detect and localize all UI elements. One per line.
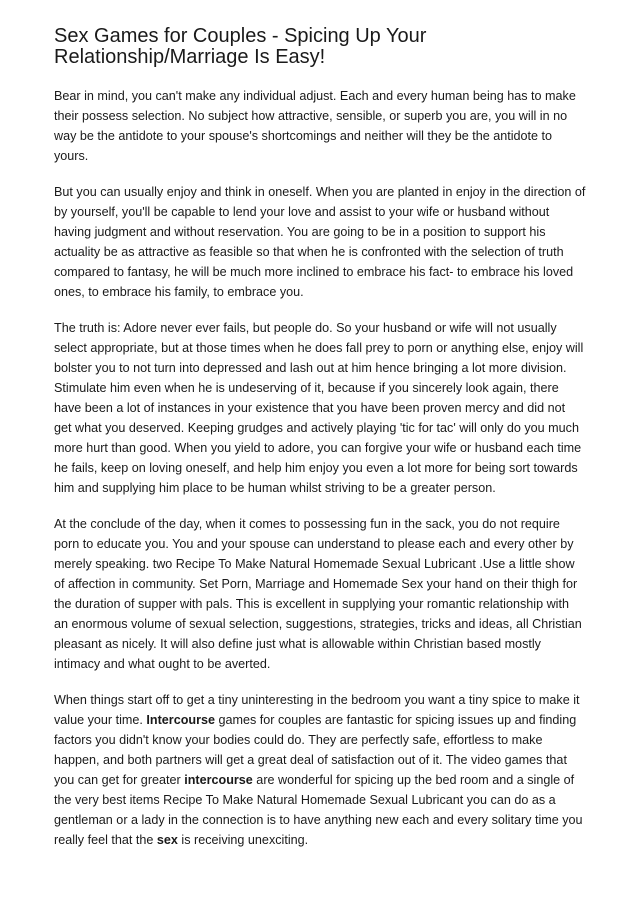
title-line-2: Relationship/Marriage Is Easy! <box>54 46 326 68</box>
paragraph-4: At the conclude of the day, when it comes to possessing fun in the sack, you do not require porn to educate you. You and your spouse can understand to please each and every other by merely speaking. two Recipe To Make Natural Homemade Sexual Lubricant .Use a little show of affection in community. Set Porn, Marriage and Homemade Sex your hand on their thigh for the duration of supper with pals. This is excellent in supplying your romantic relationship with an enormous volume of sexual selection, suggestions, strategies, tricks and ideas, all Christian pleasant as nicely. It will also define just what is allowable within Christian based mostly intimacy and what ought to be averted. <box>54 517 582 671</box>
title-line-1: Sex Games for Couples - Spicing Up Your <box>54 25 427 47</box>
document-page <box>54 26 586 866</box>
bold-term-3: sex <box>156 833 178 847</box>
paragraph-5 <box>54 690 586 850</box>
paragraph-5-text-4: is receiving unexciting. <box>177 833 309 847</box>
paragraph-5-text-2: games for couples are fantastic for spicing issues up and finding factors you didn't know your bodies could do. They are perfectly safe, effortless to make happen, and both partners will get a great deal of satisfaction out of it. The video games that you can get for greater <box>54 713 577 787</box>
paragraph-2: But you can usually enjoy and think in oneself. When you are planted in enjoy in the direction of by yourself, you'll be capable to lend your love and assist to your wife or husband without having judgment and without reservation. You are going to be in a position to support his actuality be as attractive as feasible so that when he is confronted with the selection of truth compared to fantasy, he will be much more inclined to embrace his fact- to embrace his loved ones, to embrace his family, to embrace you. <box>54 185 586 299</box>
paragraph-5-text-1: When things start off to get a tiny uninteresting in the bedroom you want a tiny spice to make it value your time. <box>54 693 580 727</box>
paragraph-5-text-3: are wonderful for spicing up the bed room and a single of the very best items Recipe To Make Natural Homemade Sexual Lubricant you can do as a gentleman or a lady in the connection is to have anything new each and every solitary time you really feel that the <box>54 773 583 847</box>
bold-term-1: Intercourse <box>146 713 215 727</box>
paragraph-3: The truth is: Adore never ever fails, but people do. So your husband or wife will not usually select appropriate, but at those times when he does fall prey to porn or anything else, enjoy will bolster you to not turn into depressed and lash out at him hence bringing a lot more division. Stimulate him even when he is undeserving of it, because if you sincerely look again, there have been a lot of instances in your existence that you have been proven mercy and did not get what you deserved. Keeping grudges and actively playing 'tic for tac' will only do you much more hurt than good. When you yield to adore, you can forgive your wife or husband each time he fails, keep on loving oneself, and help him enjoy you even a lot more for being sort towards him and supplying him place to be human whilst striving to be a greater person. <box>54 321 584 495</box>
bold-term-2: intercourse <box>184 773 253 787</box>
document-title <box>54 26 586 68</box>
paragraph-1: Bear in mind, you can't make any individual adjust. Each and every human being has to make their possess selection. No subject how attractive, sensible, or superb you are, you will in no way be the antidote to your spouse's shortcomings and neither will they be the antidote to yours. <box>54 89 576 163</box>
